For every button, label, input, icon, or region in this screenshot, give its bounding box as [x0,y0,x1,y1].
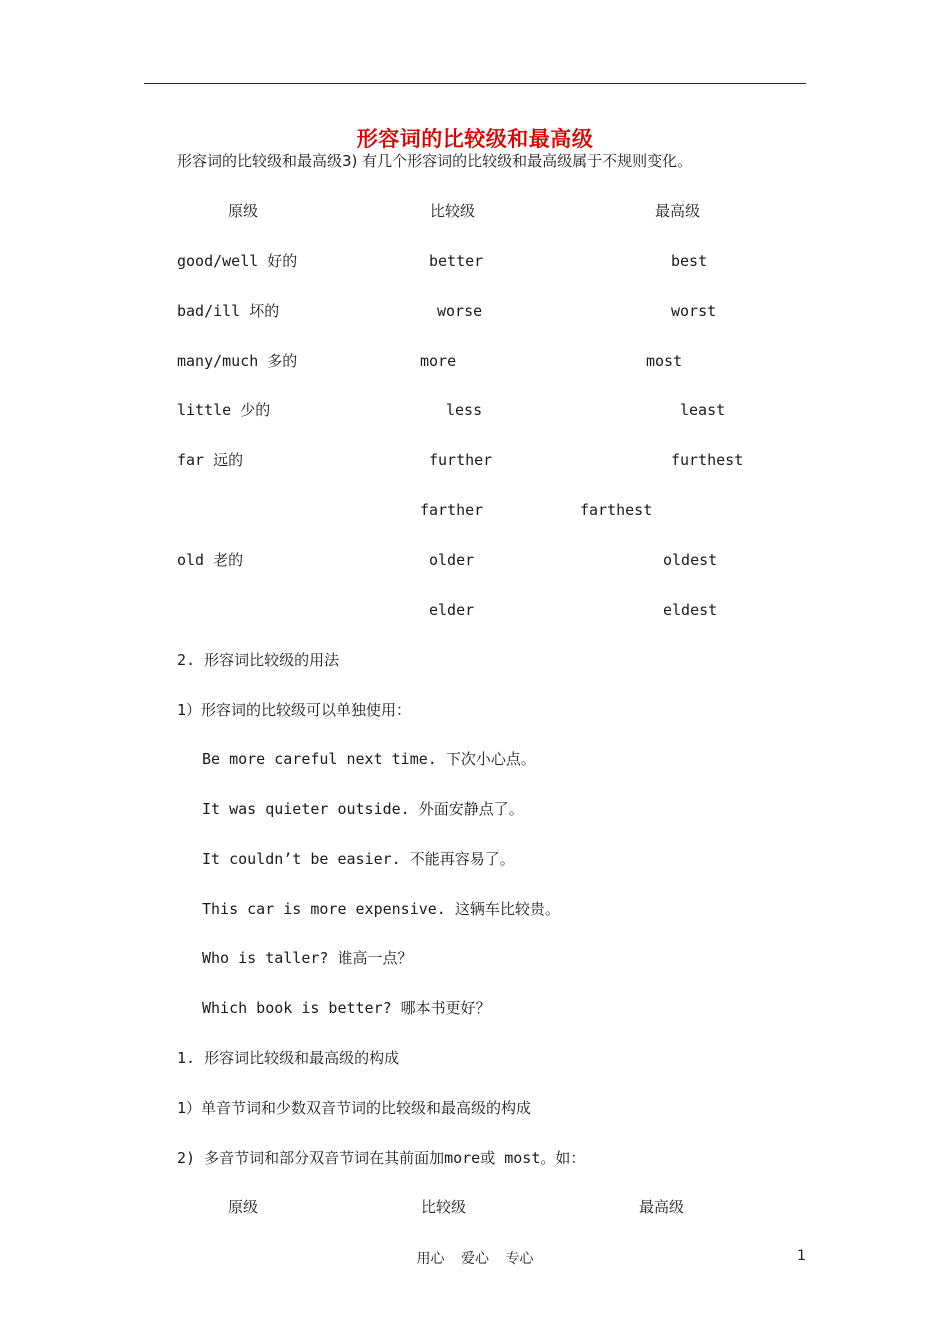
t1-row1-base: good/well 好的 [177,252,298,270]
t1-row8-comp: elder [429,601,475,619]
t1-row3-comp: more [420,352,457,370]
t1-row7-comp: older [429,551,475,569]
t1-row2-base: bad/ill 坏的 [177,302,280,320]
t2-header-base: 原级 [228,1198,259,1216]
t1-row4-sup: least [680,401,726,419]
t2-header-superlative: 最高级 [639,1198,685,1216]
example-1: Be more careful next time. 下次小心点。 [202,750,536,768]
section1-sub2: 2) 多音节词和部分双音节词在其前面加more或 most。如： [177,1149,586,1167]
example-6: Which book is better? 哪本书更好？ [202,999,491,1017]
t1-header-superlative: 最高级 [655,202,701,220]
t1-row5-comp: further [429,451,493,469]
page-title: 形容词的比较级和最高级 [356,127,594,151]
section2-sub1: 1）形容词的比较级可以单独使用： [177,701,412,719]
t1-row7-base: old 老的 [177,551,244,569]
t1-row5-sup: furthest [671,451,744,469]
page-number: 1 [797,1248,806,1264]
section1-heading: 1. 形容词比较级和最高级的构成 [177,1049,400,1067]
t1-row1-comp: better [429,252,484,270]
header-rule [144,83,806,84]
section2-heading: 2. 形容词比较级的用法 [177,651,340,669]
t1-row3-base: many/much 多的 [177,352,298,370]
t1-row4-base: little 少的 [177,401,271,419]
t1-row1-sup: best [671,252,708,270]
t1-row2-sup: worst [671,302,717,320]
t1-row4-comp: less [446,401,483,419]
section1-sub1: 1）单音节词和少数双音节词的比较级和最高级的构成 [177,1099,532,1117]
t1-row5-base: far 远的 [177,451,244,469]
t1-header-base: 原级 [228,202,259,220]
example-5: Who is taller? 谁高一点？ [202,949,413,967]
t1-row8-sup: eldest [663,601,718,619]
t2-header-comparative: 比较级 [421,1198,467,1216]
t1-row7-sup: oldest [663,551,718,569]
t1-row3-sup: most [646,352,683,370]
t1-row2-comp: worse [437,302,483,320]
t1-row6-sup: farthest [580,501,653,519]
example-3: It couldn’t be easier. 不能再容易了。 [202,850,515,868]
intro-text: 形容词的比较级和最高级3) 有几个形容词的比较级和最高级属于不规则变化。 [177,152,693,170]
footer-motto: 用心 爱心 专心 [416,1251,534,1267]
t1-row6-comp: farther [420,501,484,519]
example-2: It was quieter outside. 外面安静点了。 [202,800,524,818]
t1-header-comparative: 比较级 [430,202,476,220]
example-4: This car is more expensive. 这辆车比较贵。 [202,900,560,918]
